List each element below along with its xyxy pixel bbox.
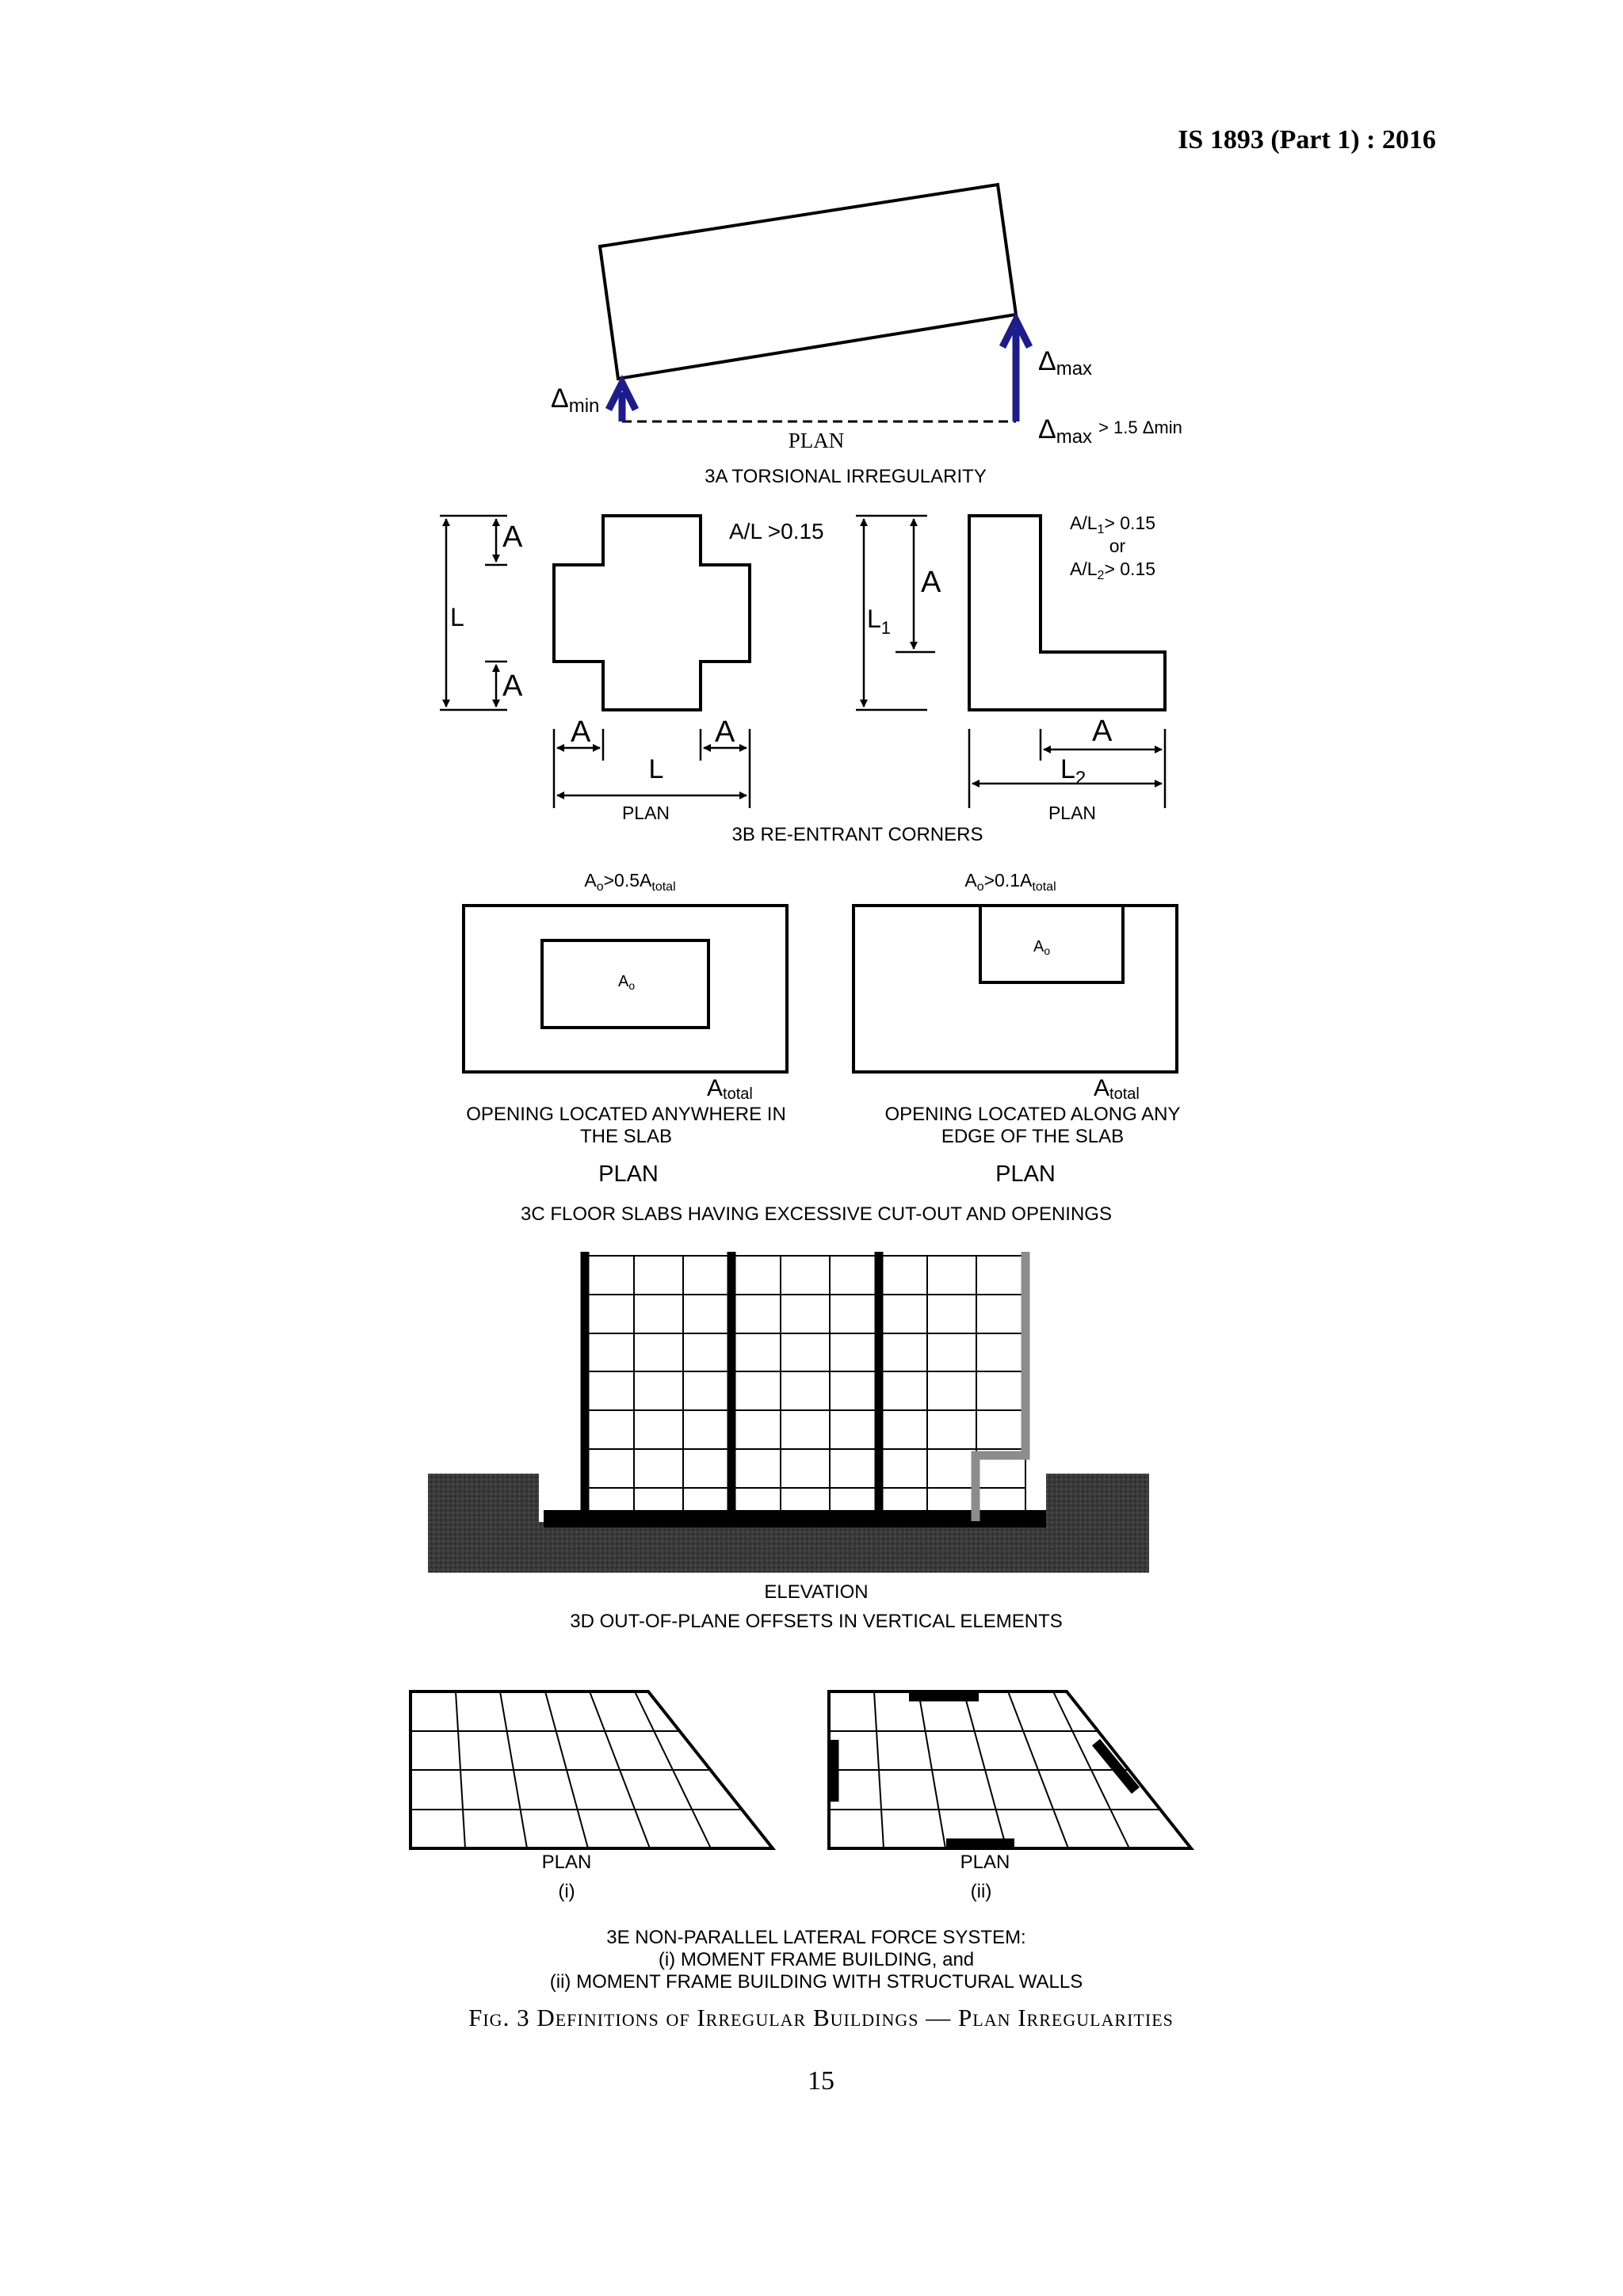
torsion-condition: Δmax $^{> 1.5 \Delta min}$ xyxy=(1038,414,1182,448)
l-plan-label: PLAN xyxy=(1048,803,1097,823)
fig-3b-caption: 3B RE-ENTRANT CORNERS xyxy=(731,824,983,845)
l-condition-2: $A/L_2> 0.15$ xyxy=(1070,559,1156,582)
cross-dim-L-horizontal: L xyxy=(648,754,664,784)
cross-plan-label: PLAN xyxy=(621,803,670,823)
fig-3c-caption: 3C FLOOR SLABS HAVING EXCESSIVE CUT-OUT AND OPENINGS xyxy=(521,1203,1112,1225)
left-total-label: Atotal xyxy=(707,1075,753,1103)
page-number: 15 xyxy=(808,2066,834,2096)
fig-3d-elevation xyxy=(428,1252,1149,1632)
fig-3d-caption: 3D OUT-OF-PLANE OFFSETS IN VERTICAL ELEMENTS xyxy=(570,1611,1063,1632)
elevation-label: ELEVATION xyxy=(764,1581,869,1603)
fig-3e-caption-1: 3E NON-PARALLEL LATERAL FORCE SYSTEM: xyxy=(606,1927,1026,1948)
fig-3e-nonparallel xyxy=(411,1691,1191,1993)
frame-grid xyxy=(585,1256,1025,1517)
delta-min-label: Δmin xyxy=(551,383,600,417)
plan-i-label: PLAN xyxy=(541,1852,592,1873)
right-plan-label: PLAN xyxy=(995,1161,1056,1187)
fig-3b-reentrant xyxy=(440,513,1165,845)
l-condition-or: or xyxy=(1109,536,1126,556)
foundation-slab xyxy=(544,1510,1046,1527)
right-total-label: Atotal xyxy=(1094,1075,1140,1103)
cross-dim-A-left: A xyxy=(571,715,591,749)
standard-reference: IS 1893 (Part 1) : 2016 xyxy=(1178,125,1436,154)
plan-i-grid xyxy=(411,1691,741,1848)
l-condition-1: $A/L_1> 0.15$ xyxy=(1070,513,1156,536)
cross-dim-A-top: A xyxy=(502,521,523,554)
l-dim-L1: $L_1$ xyxy=(867,605,892,638)
min-displacement-arrow xyxy=(609,383,636,421)
cross-dim-A-bottom: A xyxy=(502,669,523,703)
right-slab-outline xyxy=(854,906,1177,1072)
l-plan-shape xyxy=(969,516,1165,710)
shear-walls xyxy=(585,1252,879,1521)
plan-ii-number: (ii) xyxy=(970,1881,992,1902)
max-displacement-arrow xyxy=(1002,320,1029,421)
right-opening-desc-1: OPENING LOCATED ALONG ANY xyxy=(884,1104,1181,1125)
fig-3a-torsional xyxy=(551,185,1182,487)
left-opening-condition: $A_o>0.5A_{total}$ xyxy=(584,870,676,894)
figure-caption: Fig. 3 Definitions of Irregular Buildings — Plan Irregularities xyxy=(468,2004,1174,2031)
right-opening-desc-2: EDGE OF THE SLAB xyxy=(941,1126,1125,1147)
l-dim-A-vertical: A xyxy=(921,566,941,599)
right-opening-label: $A_o$ xyxy=(1033,938,1051,957)
left-opening-desc-2: THE SLAB xyxy=(579,1126,673,1147)
cross-dim-L-vertical: L xyxy=(450,603,464,631)
left-opening-desc-1: OPENING LOCATED ANYWHERE IN xyxy=(466,1104,786,1125)
fig-3a-plan-label: PLAN xyxy=(788,429,845,452)
right-opening-condition: $A_o>0.1A_{total}$ xyxy=(964,870,1056,894)
plan-ii-label: PLAN xyxy=(960,1852,1010,1873)
left-plan-label: PLAN xyxy=(598,1161,659,1187)
rotated-plan-rectangle xyxy=(600,185,1016,379)
delta-max-label: Δmax xyxy=(1038,346,1093,379)
cross-plan-shape xyxy=(554,516,750,710)
fig-3e-caption-3: (ii) MOMENT FRAME BUILDING WITH STRUCTURAL WALLS xyxy=(549,1971,1083,1993)
l-dim-A-horizontal: A xyxy=(1092,715,1113,748)
plan-ii-grid xyxy=(829,1691,1159,1848)
fig-3e-caption-2: (i) MOMENT FRAME BUILDING, and xyxy=(658,1949,975,1970)
cross-dim-A-right: A xyxy=(715,715,735,749)
plan-i-number: (i) xyxy=(558,1881,575,1902)
fig-3c-openings xyxy=(464,870,1180,1225)
l-dim-L2: $L_2$ xyxy=(1060,754,1086,789)
right-slab-edge-opening xyxy=(980,906,1123,982)
cross-ratio-condition: A/L >0.15 xyxy=(729,519,824,543)
left-opening-label: $A_o$ xyxy=(618,973,636,992)
offset-column xyxy=(976,1252,1025,1521)
fig-3a-caption: 3A TORSIONAL IRREGULARITY xyxy=(705,466,987,487)
